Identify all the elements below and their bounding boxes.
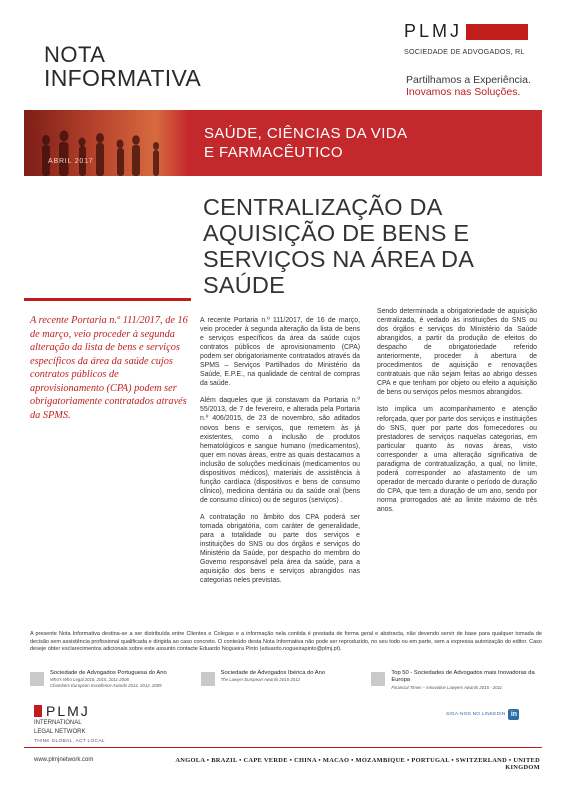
award-item (201, 670, 372, 691)
network-logo (34, 704, 134, 744)
website-link[interactable]: www.plmjnetwork.com (34, 757, 94, 763)
section-banner (24, 110, 542, 176)
countries-list: ANGOLA • BRAZIL • CAPE VERDE • CHINA • MACAO • MOZAMBIQUE • PORTUGAL • SWITZERLAND • UNITED KINGDOM (175, 757, 540, 771)
document-type (44, 44, 201, 90)
practice-area-line2: E FARMACÊUTICO (204, 144, 343, 161)
crowd-silhouette-icon (24, 110, 189, 176)
network-tagline: THINK GLOBAL, ACT LOCAL (34, 739, 105, 744)
award-title: Top 50 - Sociedades de Advogados mais Inovadoras da Europa (391, 670, 535, 684)
linkedin-icon[interactable]: in (508, 709, 519, 720)
lead-divider (24, 298, 191, 301)
award-title: Sociedade de Advogados Ibérica do Ano (220, 670, 326, 676)
article-title (203, 194, 543, 298)
article-title-line2: AQUISIÇÃO DE BENS E (203, 220, 470, 246)
slogan-line2: Inovamos nas Soluções. (406, 86, 521, 98)
linkedin-link[interactable] (446, 709, 519, 720)
body-paragraph: Sendo determinada a obrigatoriedade de aquisição centralizada, é vedado às instituições do SNS ou dos órgãos e serviços do Ministério da Saúde abrangidos, a partir da produção de efeitos do despacho de obrigatoriedade referido anteriormente, proceder à abertura de procedimentos de aquisição e renovações contratuais que não sejam feitas ao abrigo desses CPA e que tenham por objeto ou efeito a aquisição de bens ou serviços pelos mesmos abrangidos. (377, 308, 537, 397)
issue-date: ABRIL 2017 (48, 158, 94, 165)
body-paragraph: Isto implica um acompanhamento e atenção reforçada, quer por parte dos serviços e instituições do SNS, quer por parte dos fornecedores ou prestadores de serviços naquelas categorias, em particular quanto às novas áreas, visto corresponder a uma alteração significativa de paradigma de contratualização, a qual, no limite, poderá corresponder ao afastamento de um operador de mercado durante o período de duração do CPA, que tem a duração de um ano, sendo por norma prorrogados até ao limite máximo de três anos. (377, 406, 537, 513)
slogan-line1: Partilhamos a Experiência. (406, 74, 531, 86)
document-type-line2: INFORMATIVA (44, 65, 202, 91)
network-line2: LEGAL NETWORK (34, 729, 86, 735)
lead-paragraph: A recente Portaria n.º 111/2017, de 16 de março, veio proceder à segunda alteração da lista de bens e serviços específicos da área da saúde cujos contratos públicos de aprovisionamento (CPA) podem ser obrigatoriamente contratados através da SPMS. (30, 315, 188, 421)
document-type-line1: NOTA (44, 42, 106, 67)
body-column-1 (200, 316, 360, 593)
banner-photo (24, 110, 189, 176)
award-note: The Lawyer European Awards 2015-2012 (220, 677, 300, 683)
award-note: Chambers European Excellence Awards 2014, 2012, 2009 (50, 683, 162, 689)
article-title-line1: CENTRALIZAÇÃO DA (203, 194, 443, 220)
award-badge-icon (371, 672, 385, 686)
linkedin-label[interactable]: SIGA-NOS NO LINKEDIN (446, 712, 506, 717)
awards-strip (30, 670, 542, 691)
logo-red-block (466, 24, 528, 40)
legal-disclaimer: A presente Nota Informativa destina-se a ser distribuída entre Clientes e Colegas e a informação nela contida é prestada de forma geral e abstracta, não devendo servir de base para qualquer tomada de decisão sem assistência profissional qualificada e dirigida ao caso concreto. O conteúdo desta Nota Informativa não pode ser reproduzido, no seu todo ou em parte, sem a expressa autorização do editor. Caso deseje obter esclarecimentos adicionais sobre este assunto contacte Eduardo Nogueira Pinto (eduardo.nogueirapinto@plmj.pt). (30, 631, 542, 652)
footer-divider (24, 747, 542, 748)
logo-subtitle: SOCIEDADE DE ADVOGADOS, RL (404, 47, 525, 56)
body-paragraph: Além daqueles que já constavam da Portaria n.º 55/2013, de 7 de fevereiro, e alterada pela Portaria n.º 406/2015, de 23 de novembro, são aditados novos bens e serviços, que remetem às já existentes, como a inclusão de produtos hematológicos e sangue humano (medicamentos), quer em novas áreas, entre as quais destacamos a inclusão de soluções medicinais (medicamentos ou dispositivos médicos), materiais de assistência à função cardíaca (dispositivos e bens de consumo clínico), medicina dentária ou da saúde oral (bens de consumo clínico) ou de seguros (serviços) . (200, 397, 360, 504)
logo-text: PLMJ (404, 21, 463, 41)
award-note: Financial Times – Innovative Lawyers Awards 2015 - 2011 (391, 684, 503, 690)
award-item (30, 670, 201, 691)
award-badge-icon (30, 672, 44, 686)
plmj-logo (404, 22, 540, 56)
award-badge-icon (201, 672, 215, 686)
award-note: Who's Who Legal 2016, 2015, 2011-2006 (50, 677, 129, 683)
practice-area-line1: SAÚDE, CIÊNCIAS DA VIDA (204, 125, 408, 142)
award-item (371, 670, 542, 691)
network-logo-text: PLMJ (46, 703, 90, 719)
body-paragraph: A recente Portaria n.º 111/2017, de 16 de março, veio proceder à segunda alteração da lista de bens e serviços específicos da área da saúde cujos contratos públicos de aprovisionamento (CPA) podem ser obrigatoriamente contratados através da SPMS – Serviços Partilhados do Ministério da Saúde, E.P.E., na qualidade de central de compras da saúde. (200, 317, 360, 388)
body-paragraph: A contratação no âmbito dos CPA poderá ser tomada obrigatória, com caráter de generalidade, para a totalidade ou parte dos serviços e instituições do SNS ou dos órgãos e serviços do Ministério da Saúde, por despacho do membro do Governo responsável pela área da saúde, para a aquisição dos bens e serviços abrangidos nas categorias neles previstas. (200, 513, 360, 585)
practice-area-title (204, 124, 407, 162)
slogan (406, 74, 531, 98)
award-title: Sociedade de Advogados Portuguesa do Ano (50, 670, 167, 676)
body-column-2 (377, 307, 537, 522)
network-line1: INTERNATIONAL (34, 720, 82, 726)
article-title-line3: SERVIÇOS NA ÁREA DA SAÚDE (203, 246, 473, 298)
network-logo-red-block (34, 705, 42, 717)
